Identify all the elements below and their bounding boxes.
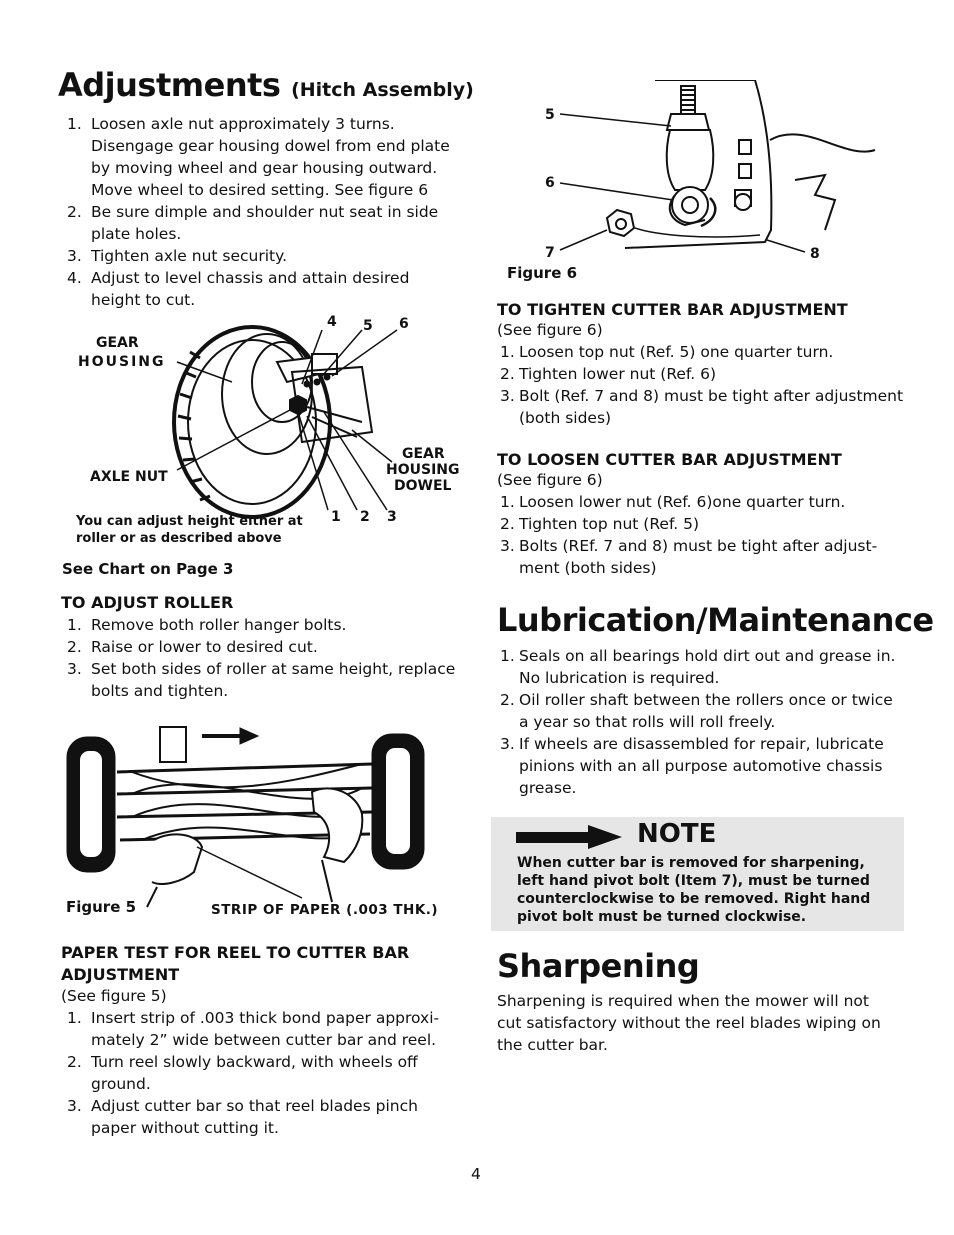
tighten-see-figure: (See figure 6) [497,321,603,339]
label-gear-housing-2: HOUSING [78,354,166,370]
strip-of-paper-label: STRIP OF PAPER (.003 THK.) [211,902,439,918]
adjustments-steps [62,113,462,311]
label-n1: 1 [331,509,341,525]
list-item: 2. Tighten top nut (Ref. 5) [500,515,700,533]
list-item: 2. Turn reel slowly backward, with wheels off ground. [67,1053,418,1093]
label-n4: 4 [327,314,337,330]
label-n2: 2 [360,509,370,525]
label-dowel-1: GEAR [402,446,445,462]
note-box [491,817,904,931]
label-n6: 6 [399,316,409,332]
axle-nut [290,396,306,414]
paper-test-steps [62,1007,462,1139]
adjustments-title: Adjustments [58,66,281,104]
list-item: 2. Be sure dimple and shoulder nut seat in side plate holes. [67,203,439,243]
note-title: NOTE [637,819,717,849]
list-item: 3. Set both sides of roller at same height, replace bolts and tighten. [67,660,456,700]
page-number: 4 [471,1165,481,1183]
figure-6-cutter-bar [505,80,885,285]
list-item: 4. Adjust to level chassis and attain desired height to cut. [67,269,410,309]
figure-6-label-5: 5 [545,107,555,123]
list-item: 1. Loosen lower nut (Ref. 6)one quarter turn. [500,493,846,511]
label-dowel-2: HOUSING [386,462,460,478]
label-gear-housing: GEAR [96,335,139,351]
list-item: 3. Bolts (REf. 7 and 8) must be tight after adjust- ment (both sides) [500,537,878,577]
gear-housing-figure [62,312,472,557]
figure-6-label-7: 7 [545,245,555,261]
adjustments-subtitle: (Hitch Assembly) [291,79,474,101]
paper-test-heading [61,942,409,986]
paper-test-heading-line-2: ADJUSTMENT [61,965,180,984]
list-item: 3. Bolt (Ref. 7 and 8) must be tight after adjustment (both sides) [500,387,904,427]
note-line-4: pivot bolt must be turned clockwise. [517,909,807,925]
list-item: 1. Seals on all bearings hold dirt out and grease in. No lubrication is required. [500,647,896,687]
note-body [517,854,870,926]
adjust-roller-steps [62,614,462,702]
label-axle-nut: AXLE NUT [90,469,168,485]
note-line-2: left hand pivot bolt (Item 7), must be turned [517,873,870,889]
sharpening-title: Sharpening [497,947,700,985]
figure-caption-1: You can adjust height either at [76,514,303,529]
label-n3: 3 [387,509,397,525]
list-item: 2. Tighten lower nut (Ref. 6) [500,365,717,383]
adjust-roller-heading: TO ADJUST ROLLER [61,593,234,612]
see-chart-note: See Chart on Page 3 [62,560,234,578]
list-item: 1. Insert strip of .003 thick bond paper approxi- mately 2” wide between cutter bar and reel. [67,1009,440,1049]
figure-caption-2: roller or as described above [76,531,282,546]
tighten-heading: TO TIGHTEN CUTTER BAR ADJUSTMENT [497,300,848,319]
sharpening-body: Sharpening is required when the mower will not cut satisfactory without the reel blades wiping on the cutter bar. [497,992,881,1054]
loosen-see-figure: (See figure 6) [497,471,603,489]
figure-5-label: Figure 5 [66,898,137,916]
lubrication-title: Lubrication/Maintenance [497,601,934,639]
paper-test-see-figure: (See figure 5) [61,987,167,1005]
figure-6-label: Figure 6 [507,264,578,282]
loosen-steps [497,491,907,579]
list-item: 3. Tighten axle nut security. [67,247,288,265]
loosen-heading: TO LOOSEN CUTTER BAR ADJUSTMENT [497,450,842,469]
note-line-3: counterclockwise to be removed. Right hand [517,891,871,907]
label-dowel-3: DOWEL [394,478,452,494]
lubrication-steps [497,645,907,799]
list-item: 1. Remove both roller hanger bolts. [67,616,347,634]
paper-test-heading-line-1: PAPER TEST FOR REEL TO CUTTER BAR [61,943,410,962]
figure-5-reel [62,722,472,922]
list-item: 1. Loosen axle nut approximately 3 turns. Disengage gear housing dowel from end plate by moving wheel and gear housing outward. Move wheel to desired setting. See figure 6 [67,115,450,199]
tighten-steps [497,341,907,429]
list-item: 1. Loosen top nut (Ref. 5) one quarter turn. [500,343,834,361]
arrow-right-icon [516,823,622,851]
list-item: 3. Adjust cutter bar so that reel blades pinch paper without cutting it. [67,1097,418,1137]
list-item: 3. If wheels are disassembled for repair, lubricate pinions with an all purpose automotive chassis grease. [500,735,884,797]
label-n5: 5 [363,318,373,334]
list-item: 2. Oil roller shaft between the rollers once or twice a year so that rolls will roll freely. [500,691,893,731]
note-line-1: When cutter bar is removed for sharpening, [517,855,865,871]
figure-6-label-8: 8 [810,246,820,262]
list-item: 2. Raise or lower to desired cut. [67,638,318,656]
adjustments-heading [58,66,474,104]
figure-6-label-6: 6 [545,175,555,191]
